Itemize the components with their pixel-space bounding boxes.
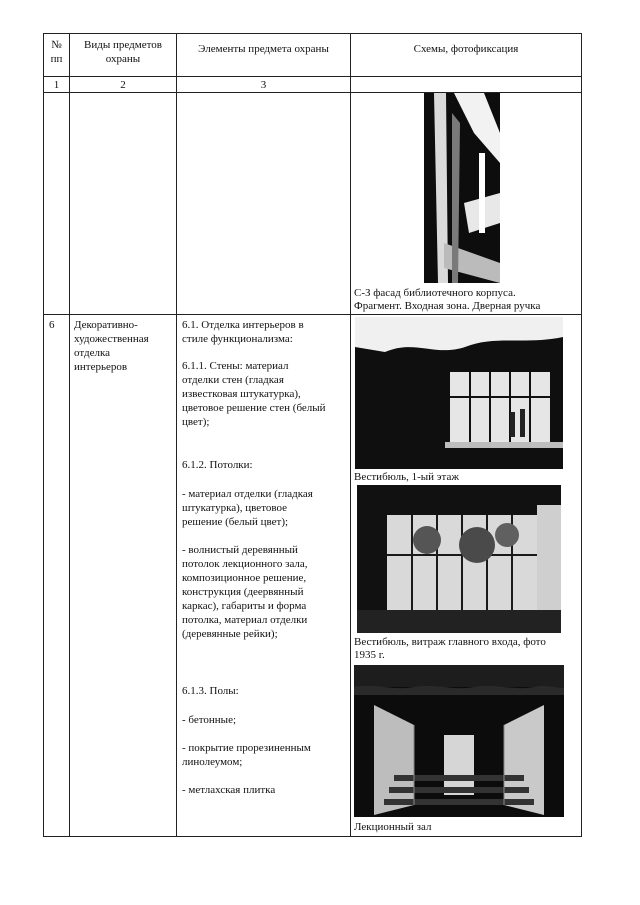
vestibule-photo [355, 317, 563, 469]
column-border-3 [350, 33, 351, 837]
row2-element-concrete: - бетонные; [182, 714, 237, 726]
table-bottom-border [43, 836, 582, 837]
row2-element-6-1-1-walls: 6.1.1. Стены: материал отделки стен (гладкая известковая штукатурка), цветовое решение стен (белый цвет); [182, 360, 326, 428]
header-number-col: № пп [50, 39, 63, 65]
row1-photo-caption: С-З фасад библиотечного корпуса. Фрагмент. Входная зона. Дверная ручка [354, 287, 541, 312]
column-border-left [43, 33, 44, 837]
vestibule-stained-glass-photo [357, 485, 561, 633]
numbering-col2: 2 [120, 79, 126, 91]
lecture-hall-photo [354, 665, 564, 817]
numbering-row-bottom-border [43, 92, 582, 93]
row2-element-linoleum: - покрытие прорезиненным линолеумом; [182, 742, 311, 768]
row1-bottom-border [43, 314, 582, 315]
row2-element-6-1: 6.1. Отделка интерьеров в стиле функционализма: [182, 319, 304, 345]
row2-element-ceiling-finish: - материал отделки (гладкая штукатурка), цветовое решение (белый цвет); [182, 488, 313, 528]
column-border-1 [69, 33, 70, 837]
lecture-hall-photo-caption: Лекционный зал [354, 821, 432, 833]
door-handle-photo-image [424, 93, 500, 283]
column-border-right [581, 33, 582, 837]
stained-glass-photo-caption: Вестибюль, витраж главного входа, фото 1935 г. [354, 636, 546, 661]
header-protection-elements: Элементы предмета охраны [198, 43, 329, 55]
row2-element-6-1-2-ceilings: 6.1.2. Потолки: [182, 459, 253, 471]
column-border-2 [176, 33, 177, 837]
table-top-border [43, 33, 582, 34]
numbering-col1: 1 [53, 79, 60, 91]
row2-element-wavy-ceiling: - волнистый деревянный потолок лекционного зала, композиционное решение, конструкция (деервянный каркас), габариты и форма потолка, материал отделки (деревянные рейки); [182, 544, 308, 640]
row2-number: 6 [49, 319, 55, 331]
header-protection-type: Виды предметов охраны [84, 39, 162, 65]
door-handle-photo [424, 93, 500, 283]
row2-protection-type: Декоративно- художественная отделка интерьеров [74, 319, 149, 373]
vestibule-photo-caption: Вестибюль, 1-ый этаж [354, 471, 459, 483]
vestibule-photo-image [355, 317, 563, 469]
row2-element-6-1-3-floors: 6.1.3. Полы: [182, 685, 239, 697]
header-bottom-border [43, 76, 582, 77]
header-schemes-photos: Схемы, фотофиксация [413, 43, 519, 55]
vestibule-stained-glass-photo-image [357, 485, 561, 633]
row2-element-tile: - метлахская плитка [182, 784, 276, 796]
numbering-col3: 3 [260, 79, 267, 91]
lecture-hall-photo-image [354, 665, 564, 817]
